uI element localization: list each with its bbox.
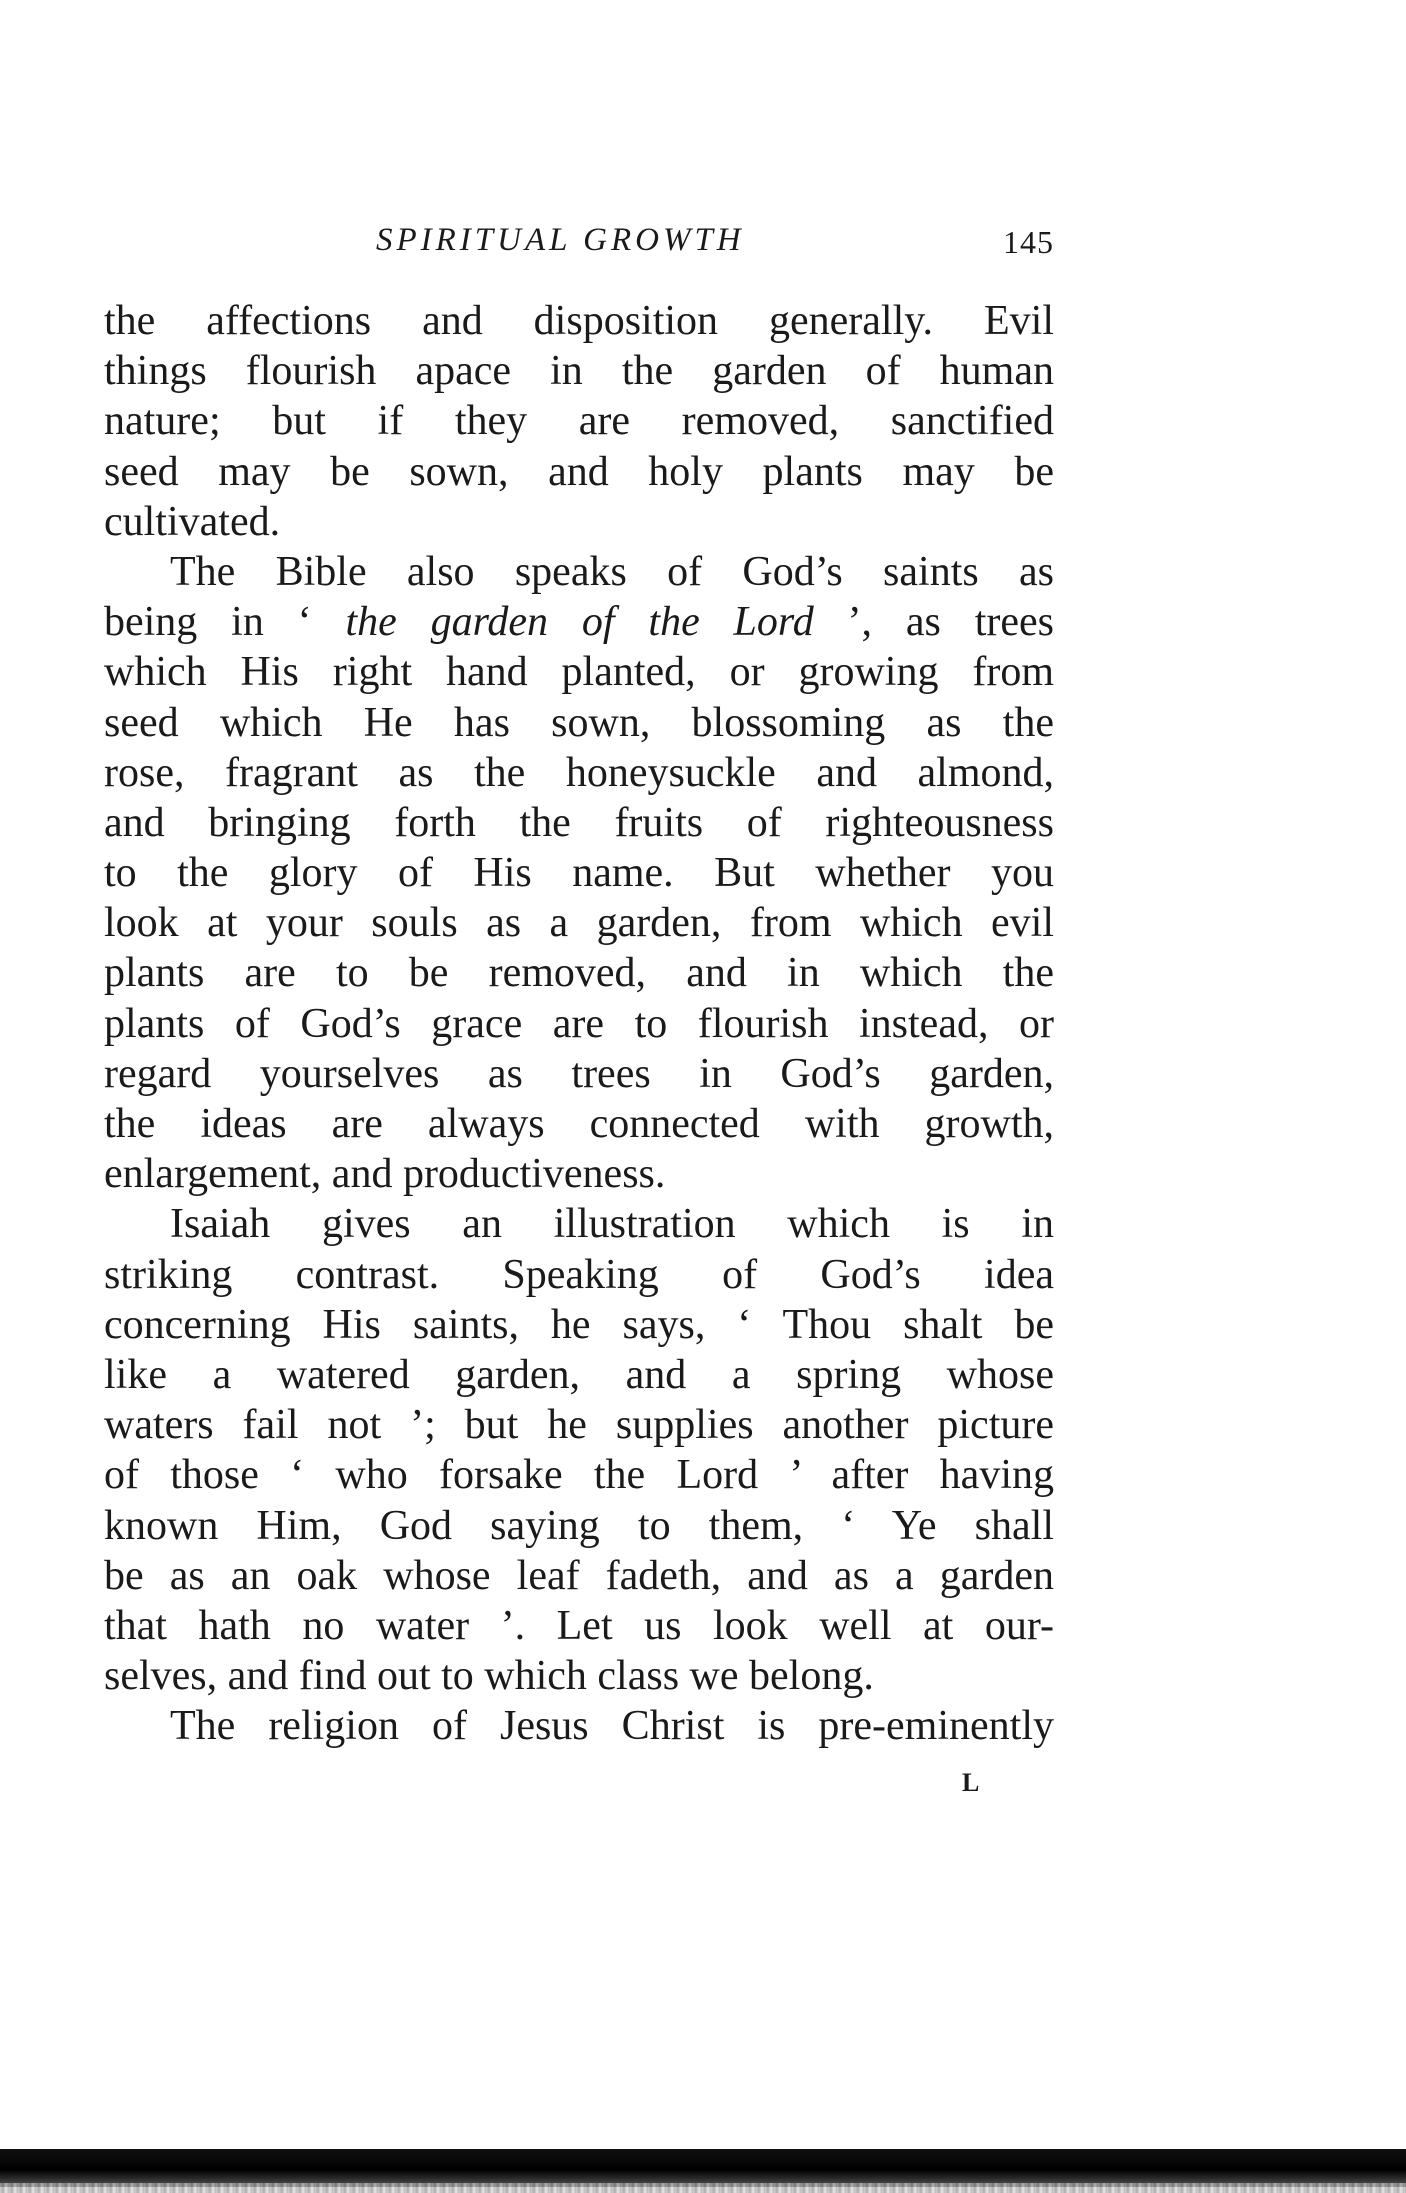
- text-line: that hath no water ’. Let us look well at our-: [104, 1602, 1054, 1649]
- text-line: regard yourselves as trees in God’s garden,: [104, 1050, 1054, 1097]
- text-line: plants of God’s grace are to flourish instead, or: [104, 1000, 1054, 1047]
- text-line: enlargement, and productiveness.: [104, 1151, 666, 1198]
- text-line: of those ‘ who forsake the Lord ’ after having: [104, 1452, 1054, 1499]
- page-number: 145: [1003, 224, 1054, 260]
- text-line: The religion of Jesus Christ is pre-eminently: [170, 1703, 1054, 1750]
- text-line: selves, and find out to which class we belong.: [104, 1653, 874, 1700]
- text-line: the affections and disposition generally. Evil: [104, 298, 1054, 344]
- text-line: The Bible also speaks of God’s saints as: [170, 548, 1054, 595]
- text-line: things flourish apace in the garden of human: [104, 348, 1054, 395]
- text-line: seed may be sown, and holy plants may be: [104, 448, 1054, 495]
- running-title: SPIRITUAL GROWTH: [376, 222, 745, 258]
- text-line: known Him, God saying to them, ‘ Ye shall: [104, 1502, 1054, 1549]
- text-line-with-italic: being in ‘ the garden of the Lord ’, as trees: [104, 599, 1054, 646]
- text-line: look at your souls as a garden, from which evil: [104, 900, 1054, 947]
- signature-mark: L: [962, 1768, 981, 1797]
- scan-edge-bar: [0, 2149, 1406, 2187]
- scan-edge-streak: [0, 2183, 1406, 2193]
- text-line: nature; but if they are removed, sanctified: [104, 398, 1054, 445]
- text-line: which His right hand planted, or growing from: [104, 649, 1054, 696]
- text-line: waters fail not ’; but he supplies another picture: [104, 1402, 1054, 1449]
- text-line: the ideas are always connected with growth,: [104, 1101, 1054, 1147]
- text-line: like a watered garden, and a spring whose: [104, 1351, 1054, 1398]
- text-line: cultivated.: [104, 498, 281, 545]
- text-line: rose, fragrant as the honeysuckle and almond,: [104, 749, 1054, 796]
- text-line: seed which He has sown, blossoming as the: [104, 699, 1054, 746]
- text-line: plants are to be removed, and in which the: [104, 950, 1054, 997]
- body-text: [104, 296, 1054, 1751]
- running-head: [104, 222, 1054, 272]
- text-line: concerning His saints, he says, ‘ Thou shalt be: [104, 1301, 1054, 1348]
- italic-phrase: the garden of the Lord: [345, 599, 814, 646]
- text-line: be as an oak whose leaf fadeth, and as a garden: [104, 1552, 1054, 1599]
- text-line: Isaiah gives an illustration which is in: [170, 1201, 1054, 1248]
- text-line: striking contrast. Speaking of God’s idea: [104, 1251, 1054, 1298]
- text-line: and bringing forth the fruits of righteousness: [104, 799, 1054, 846]
- text-line: to the glory of His name. But whether you: [104, 850, 1054, 897]
